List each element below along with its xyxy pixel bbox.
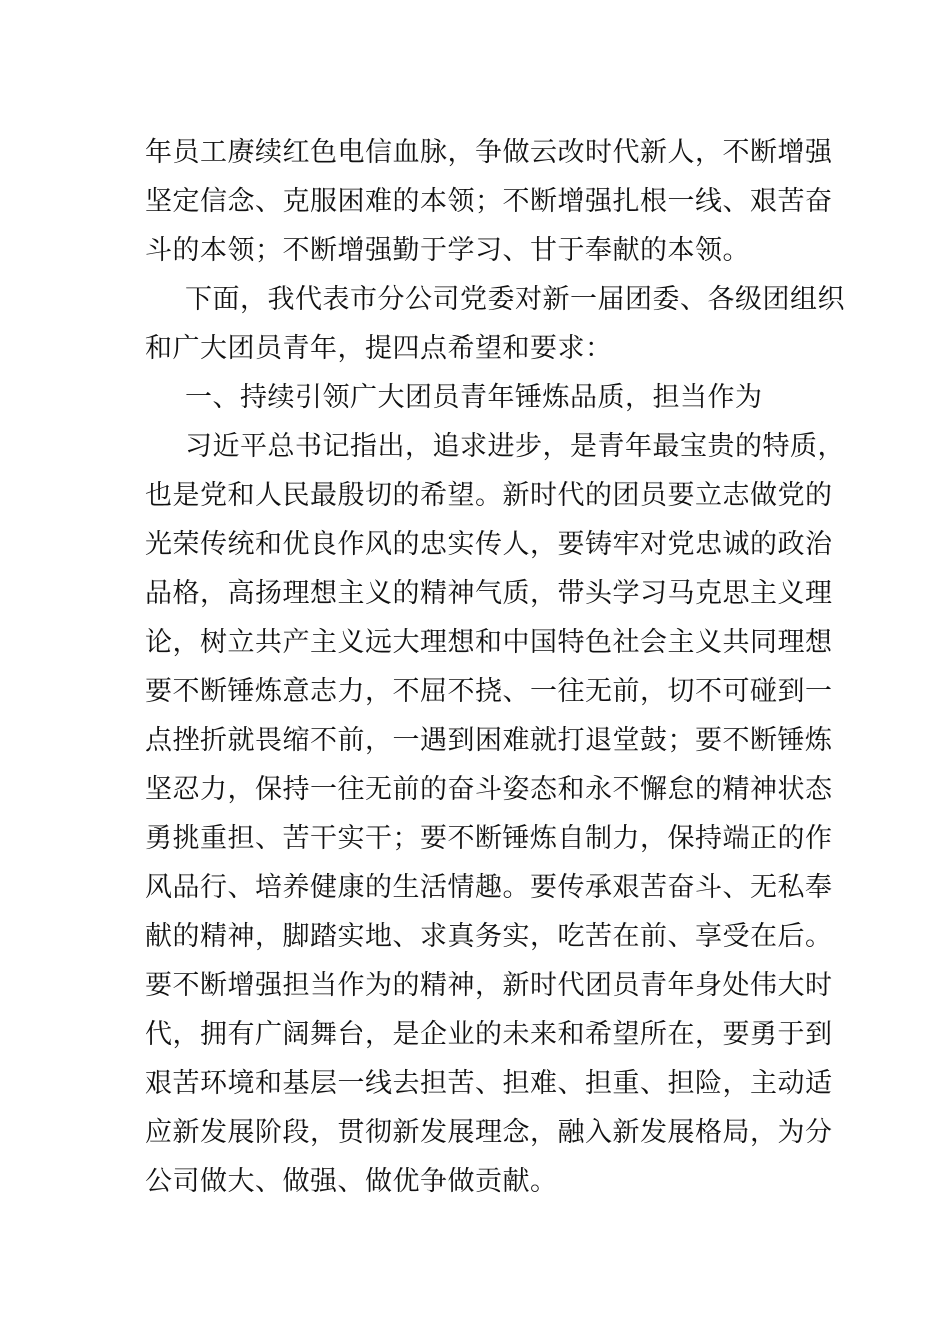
- text-line: 和广大团员青年，提四点希望和要求：: [145, 333, 613, 364]
- section-heading: 一、持续引领广大团员青年锤炼品质，担当作为: [185, 382, 763, 413]
- text-line: 习近平总书记指出，追求进步，是青年最宝贵的特质，: [185, 431, 845, 462]
- text-line: 光荣传统和优良作风的忠实传人，要铸牢对党忠诚的政治: [145, 529, 833, 560]
- text-line: 献的精神，脚踏实地、求真务实，吃苦在前、享受在后。: [145, 921, 833, 952]
- text-line: 斗的本领；不断增强勤于学习、甘于奉献的本领。: [145, 235, 750, 266]
- text-line: 年员工赓续红色电信血脉，争做云改时代新人，不断增强: [145, 137, 833, 168]
- body-text: [145, 128, 845, 1206]
- text-line: 要不断增强担当作为的精神，新时代团员青年身处伟大时: [145, 970, 833, 1001]
- text-line: 坚定信念、克服困难的本领；不断增强扎根一线、艰苦奋: [145, 186, 833, 217]
- text-line: 坚忍力，保持一往无前的奋斗姿态和永不懈怠的精神状态: [145, 774, 833, 805]
- text-line: 品格，高扬理想主义的精神气质，带头学习马克思主义理: [145, 578, 833, 609]
- text-line: 论，树立共产主义远大理想和中国特色社会主义共同理想: [145, 627, 833, 658]
- text-line: 公司做大、做强、做优争做贡献。: [145, 1166, 558, 1197]
- text-line: 要不断锤炼意志力，不屈不挠、一往无前，切不可碰到一: [145, 676, 833, 707]
- text-line: 也是党和人民最殷切的希望。新时代的团员要立志做党的: [145, 480, 833, 511]
- text-line: 勇挑重担、苦干实干；要不断锤炼自制力，保持端正的作: [145, 823, 833, 854]
- text-line: 下面，我代表市分公司党委对新一届团委、各级团组织: [185, 284, 845, 315]
- text-line: 代，拥有广阔舞台，是企业的未来和希望所在，要勇于到: [145, 1019, 833, 1050]
- text-line: 艰苦环境和基层一线去担苦、担难、担重、担险，主动适: [145, 1068, 833, 1099]
- text-line: 点挫折就畏缩不前，一遇到困难就打退堂鼓；要不断锤炼: [145, 725, 833, 756]
- text-line: 风品行、培养健康的生活情趣。要传承艰苦奋斗、无私奉: [145, 872, 833, 903]
- text-line: 应新发展阶段，贯彻新发展理念，融入新发展格局，为分: [145, 1117, 833, 1148]
